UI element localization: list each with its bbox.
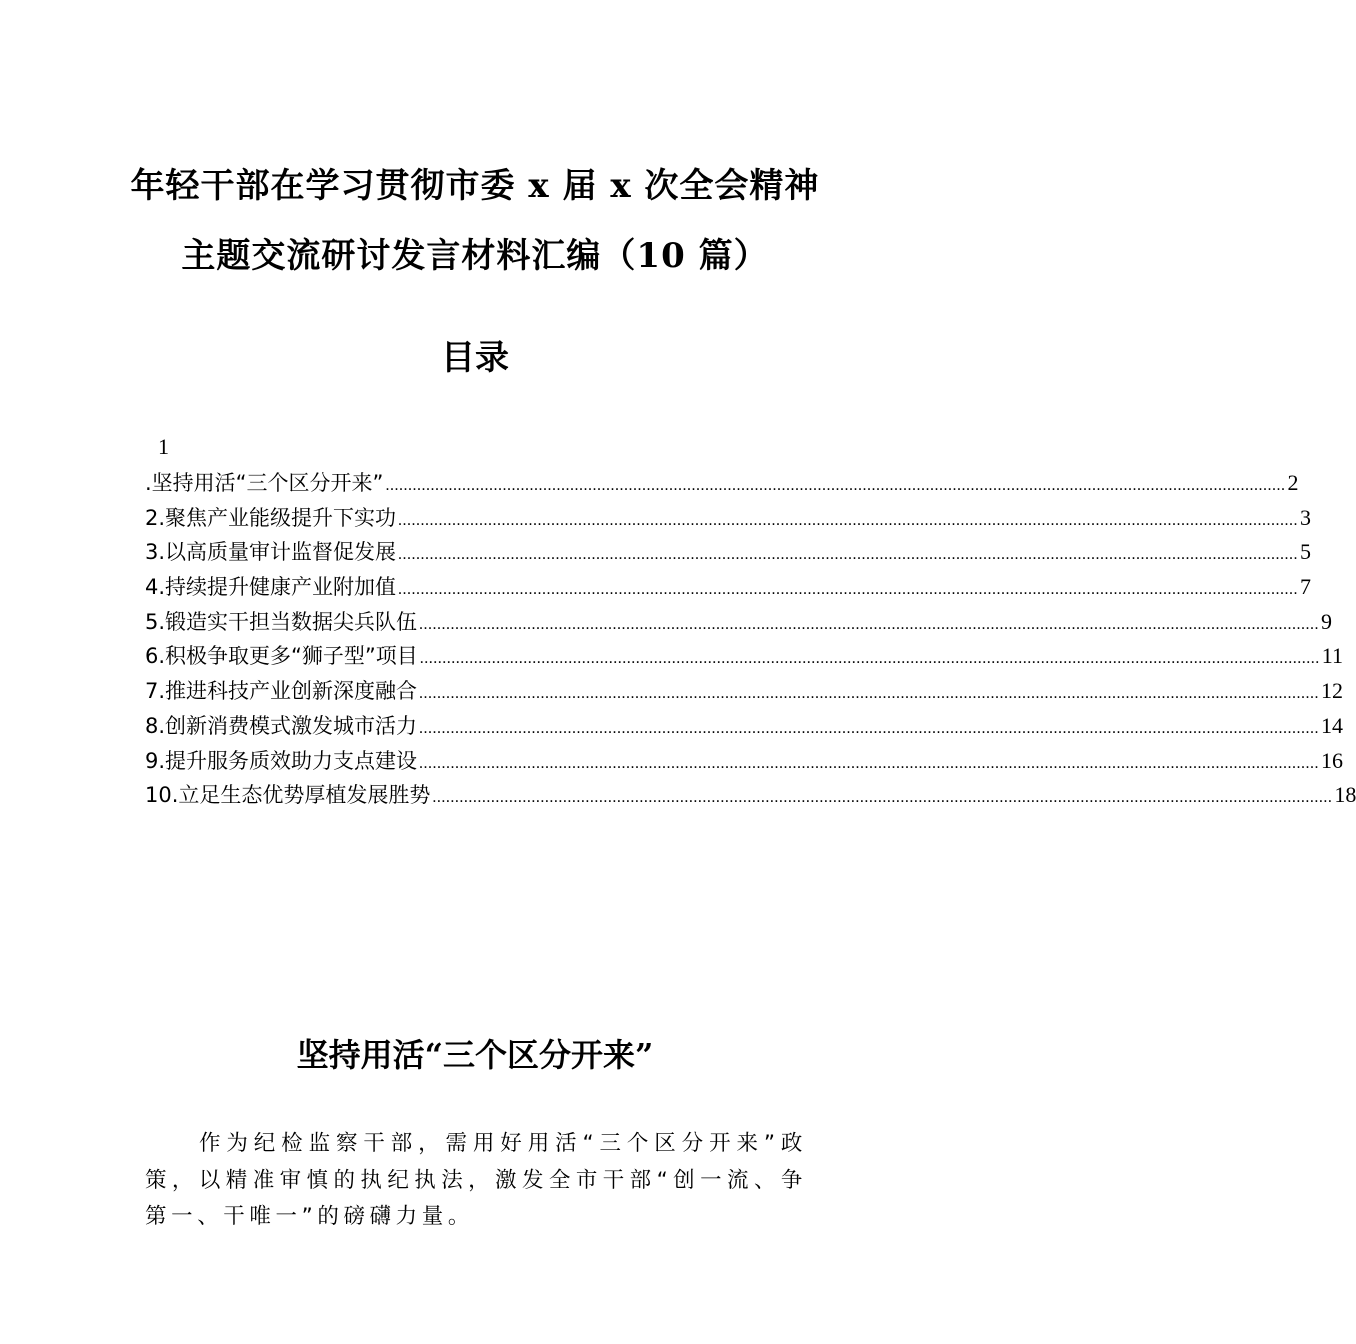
toc-entry[interactable] xyxy=(145,639,1343,674)
toc-entry-page: 16 xyxy=(1321,747,1344,773)
toc-entry[interactable] xyxy=(145,605,1333,640)
document-title-line-2: 主题交流研讨发言材料汇编（10 篇） xyxy=(181,236,769,276)
toc-entry[interactable] xyxy=(145,674,1344,709)
toc-dot-leader: ........................................................................................................................................................................................................ xyxy=(432,789,1333,807)
toc-entry-title: 8.创新消费模式激发城市活力 xyxy=(145,713,418,738)
table-of-contents xyxy=(145,466,1356,813)
toc-entry[interactable] xyxy=(145,778,1356,813)
toc-entry[interactable] xyxy=(145,466,1299,501)
toc-entry-title: 10.立足生态优势厚植发展胜势 xyxy=(145,783,431,808)
toc-entry-page: 12 xyxy=(1321,678,1344,704)
toc-dot-leader: ........................................................................................................................................................................................................ xyxy=(419,754,1320,772)
toc-dot-leader: ........................................................................................................................................................................................................ xyxy=(419,719,1320,737)
toc-dot-leader: ........................................................................................................................................................................................................ xyxy=(398,581,1299,599)
toc-first-number: 1 xyxy=(158,434,169,459)
toc-entry-page: 11 xyxy=(1321,643,1343,669)
toc-entry-title: 2.聚焦产业能级提升下实功 xyxy=(145,505,397,530)
toc-entry-page: 2 xyxy=(1287,470,1299,495)
toc-entry[interactable] xyxy=(145,744,1344,779)
toc-entry-title: 6.积极争取更多“狮子型”项目 xyxy=(145,644,418,669)
toc-entry-title: 3.以高质量审计监督促发展 xyxy=(145,540,397,565)
toc-entry-title: .坚持用活“三个区分开来” xyxy=(145,471,384,495)
toc-dot-leader: ........................................................................................................................................................................................................ xyxy=(398,511,1299,529)
toc-entry-page: 5 xyxy=(1300,539,1312,565)
toc-entry[interactable] xyxy=(145,570,1312,605)
toc-dot-leader: ........................................................................................................................................................................................................ xyxy=(385,477,1286,494)
toc-entry-title: 4.持续提升健康产业附加值 xyxy=(145,575,397,600)
toc-dot-leader: ........................................................................................................................................................................................................ xyxy=(398,546,1299,564)
toc-entry-page: 7 xyxy=(1300,574,1312,600)
toc-entry-page: 14 xyxy=(1321,712,1344,738)
toc-entry[interactable] xyxy=(145,501,1312,536)
toc-dot-leader: ........................................................................................................................................................................................................ xyxy=(419,615,1320,633)
toc-entry-title: 9.提升服务质效助力支点建设 xyxy=(145,748,418,773)
toc-entry[interactable] xyxy=(145,709,1344,744)
toc-dot-leader: ........................................................................................................................................................................................................ xyxy=(419,650,1320,668)
toc-entry-page: 9 xyxy=(1321,608,1333,634)
toc-entry-page: 3 xyxy=(1300,504,1312,530)
section-title: 坚持用活“三个区分开来” xyxy=(296,1036,654,1074)
toc-entry-title: 5.锻造实干担当数据尖兵队伍 xyxy=(145,609,418,634)
toc-heading: 目录 xyxy=(441,338,509,378)
toc-dot-leader: ........................................................................................................................................................................................................ xyxy=(419,685,1320,703)
toc-entry[interactable] xyxy=(145,535,1312,570)
toc-entry-page: 18 xyxy=(1334,782,1356,808)
document-title-line-1: 年轻干部在学习贯彻市委 x 届 x 次全会精神 xyxy=(130,166,820,206)
body-paragraph: 作为纪检监察干部，需用好用活“三个区分开来”政策，以精准审慎的执纪执法，激发全市干部“创一流、争第一、干唯一”的磅礴力量。 xyxy=(145,1131,807,1229)
toc-entry-title: 7.推进科技产业创新深度融合 xyxy=(145,679,418,704)
